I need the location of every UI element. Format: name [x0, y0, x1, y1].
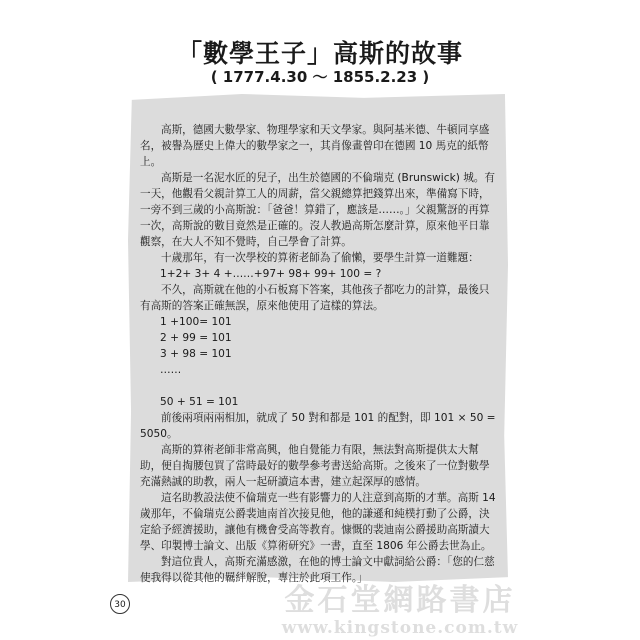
paragraph: 這名助教設法使不倫瑞克一些有影響力的人注意到高斯的才華。高斯 14 歲那年，不倫瑞克公爵裴迪南首次接見他，他的謙遜和純樸打動了公爵，決定給予經濟援助，讓他有機會受高等教育。慷慨的裴迪南公爵援助高斯讀大學、印製博士論文、出版《算術研究》一書，直至 1806 年公爵去世為止。	[140, 492, 496, 552]
paragraph: 高斯，德國大數學家、物理學家和天文學家。與阿基米德、牛頓同享盛名，被譽為歷史上偉大的數學家之一，其肖像畫曾印在德國 10 馬克的紙幣上。	[140, 124, 490, 168]
blank-line	[140, 378, 496, 394]
paragraph: 十歲那年，有一次學校的算術老師為了偷懶，要學生計算一道難題：	[161, 252, 479, 264]
watermark-name: 金石堂網路書店	[284, 583, 516, 618]
paragraph: 不久，高斯就在他的小石板寫下答案，其他孩子都吃力的計算，最後只有高斯的答案正確無誤，原來他使用了這樣的算法。	[140, 284, 490, 312]
calculation-line: 2 + 99 = 101	[160, 332, 232, 344]
calculation-line: 1 +100= 101	[160, 316, 232, 328]
paragraph: 前後兩項兩兩相加，就成了 50 對和都是 101 的配對，即 101 × 50 = 5050。	[140, 412, 496, 440]
page-number: 30	[110, 594, 130, 614]
paragraph: 對這位貴人，高斯充滿感激，在他的博士論文中獻詞給公爵：「您的仁慈使我得以從其他的羈絆解脫，專注於此項工作。」	[140, 556, 495, 584]
calculation-line: 1+2+ 3+ 4 +……+97+ 98+ 99+ 100 = ?	[160, 268, 382, 280]
calculation-line: ……	[160, 364, 182, 376]
page-title: 「數學王子」高斯的故事	[176, 39, 463, 68]
paragraph: 高斯是一名泥水匠的兒子，出生於德國的不倫瑞克 (Brunswick) 城。有一天，他觀看父親計算工人的周薪，當父親總算把錢算出來，準備寫下時，一旁不到三歲的小高斯說：「爸爸！算錯了，應該是……。」父親驚訝的再算一次，高斯說的數目竟然是正確的。沒人教過高斯怎麼計算，原來他平日靠觀察，在大人不知不覺時，自己學會了計算。	[140, 172, 495, 248]
calculation-line: 3 + 98 = 101	[160, 348, 232, 360]
paragraph: 高斯的算術老師非常高興，他自覺能力有限，無法對高斯提供太大幫助，便自掏腰包買了當時最好的數學參考書送給高斯。之後來了一位對數學充滿熱誠的助教，兩人一起研讀這本書，建立起深厚的感情。	[140, 444, 490, 488]
watermark	[190, 584, 610, 638]
life-dates: ( 1777.4.30 ～ 1855.2.23 )	[210, 68, 430, 86]
calculation-line: 50 + 51 = 101	[160, 396, 239, 408]
body-text	[140, 122, 496, 586]
watermark-url: www.kingstone.com.tw	[281, 618, 519, 638]
